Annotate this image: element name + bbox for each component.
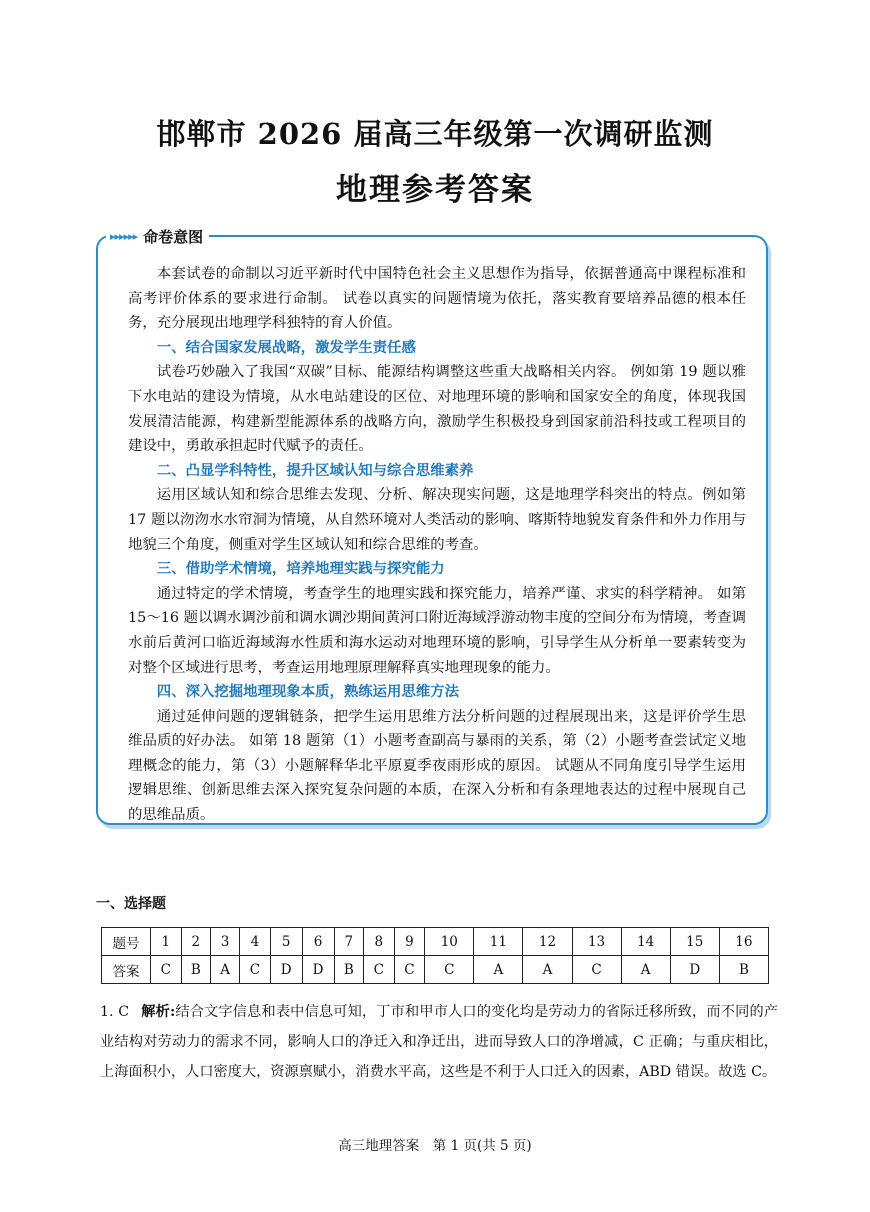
question-number: 16 xyxy=(719,928,768,956)
question-number: 3 xyxy=(211,928,240,956)
row-label-answer: 答案 xyxy=(102,956,151,984)
answer-cell: B xyxy=(181,956,210,984)
intent-paragraph-2: 运用区域认知和综合思维去发现、分析、解决现实问题，这是地理学科突出的特点。例如第 17 题以沕沕水水帘洞为情境，从自然环境对人类活动的影响、喀斯特地貌发育条件和外力作用与地貌三个角度，侧重对学生区域认知和综合思维的考查。 xyxy=(128,487,746,553)
answer-cell: C xyxy=(394,956,425,984)
question-number: 4 xyxy=(240,928,271,956)
question-number: 2 xyxy=(181,928,210,956)
question-number: 7 xyxy=(334,928,363,956)
section-heading: 一、选择题 xyxy=(96,896,166,912)
answer-cell: D xyxy=(670,956,719,984)
answer-cell: C xyxy=(572,956,621,984)
analysis-q1 xyxy=(100,997,778,1087)
answer-table xyxy=(101,927,769,984)
question-number: 12 xyxy=(523,928,572,956)
answer-cell: A xyxy=(523,956,572,984)
question-number: 14 xyxy=(621,928,670,956)
question-number: 10 xyxy=(425,928,474,956)
answer-cell: C xyxy=(240,956,271,984)
question-number: 11 xyxy=(474,928,523,956)
intent-paragraph-4: 通过延伸问题的逻辑链条，把学生运用思维方法分析问题的过程展现出来，这是评价学生思维品质的好办法。 如第 18 题第（1）小题考查副高与暴雨的关系，第（2）小题考查尝试定义地理概念的能力，第（3）小题解释华北平原夏季夜雨形成的原因。 试题从不同角度引导学生运用逻辑思维、创新思维去深入探究复杂问题的本质，在深入分析和有条理地表达的过程中展现自己的思维品质。 xyxy=(128,708,746,824)
intent-header xyxy=(106,226,209,247)
answer-cell: B xyxy=(719,956,768,984)
answer-cell: A xyxy=(474,956,523,984)
answer-cell: C xyxy=(425,956,474,984)
intent-heading-4: 四、深入挖掘地理现象本质，熟练运用思维方法 xyxy=(156,684,460,701)
intent-title: 命卷意图 xyxy=(143,228,204,246)
row-label-number: 题号 xyxy=(102,928,151,956)
question-number: 1 xyxy=(151,928,182,956)
document-subtitle: 地理参考答案 xyxy=(336,172,534,208)
document-title: 邯郸市 2026 届高三年级第一次调研监测 xyxy=(156,117,714,151)
analysis-q1-text: 结合文字信息和表中信息可知，丁市和甲市人口的变化均是劳动力的省际迁移所致，而不同的产业结构对劳动力的需求不同，影响人口的净迁入和净迁出，进而导致人口的净增减，C 正确；与重庆相比，上海面积小，人口密度大，资源禀赋小，消费水平高，这些是不利于人口迁入的因素，ABD 错误。故选 C。 xyxy=(100,1004,778,1080)
answer-cell: A xyxy=(211,956,240,984)
intent-paragraph-1: 试卷巧妙融入了我国“双碳”目标、能源结构调整这些重大战略相关内容。 例如第 19 题以雅下水电站的建设为情境，从水电站建设的区位、对地理环境的影响和国家安全的角度，体现我国发展清洁能源，构建新型能源体系的战略方向，激励学生积极投身到国家前沿科技或工程项目的建设中，勇敢承担起时代赋予的责任。 xyxy=(128,364,746,455)
intent-heading-2: 二、凸显学科特性，提升区域认知与综合思维素养 xyxy=(156,462,474,479)
answer-cell: C xyxy=(151,956,182,984)
question-number: 13 xyxy=(572,928,621,956)
answer-cell: A xyxy=(621,956,670,984)
answer-cell: D xyxy=(270,956,302,984)
answer-cell: D xyxy=(302,956,334,984)
arrows-icon: ▸▸▸▸▸▸ xyxy=(110,230,138,243)
intent-heading-1: 一、结合国家发展战略，激发学生责任感 xyxy=(156,339,416,356)
answer-cell: C xyxy=(364,956,395,984)
intent-heading-3: 三、借助学术情境，培养地理实践与探究能力 xyxy=(156,561,445,578)
page-footer: 高三地理答案 第 1 页(共 5 页) xyxy=(338,1138,532,1154)
question-number: 8 xyxy=(364,928,395,956)
question-number: 9 xyxy=(394,928,425,956)
table-row-answers xyxy=(102,956,769,984)
intent-body xyxy=(128,262,746,828)
analysis-keyword: 解析: xyxy=(141,1004,176,1020)
intent-paragraph-3: 通过特定的学术情境，考查学生的地理实践和探究能力，培养严谨、求实的科学精神。 如第 15～16 题以调水调沙前和调水调沙期间黄河口附近海域浮游动物丰度的空间分布为情境，考查调水前后黄河口临近海域海水性质和海水运动对地理环境的影响，引导学生从分析单一要素转变为对整个区域进行思考，考查运用地理原理解释真实地理现象的能力。 xyxy=(128,585,746,676)
analysis-q1-label: 1. C xyxy=(100,1004,130,1020)
answer-cell: B xyxy=(334,956,363,984)
question-number: 6 xyxy=(302,928,334,956)
question-number: 15 xyxy=(670,928,719,956)
question-number: 5 xyxy=(270,928,302,956)
table-row-numbers xyxy=(102,928,769,956)
intent-intro: 本套试卷的命制以习近平新时代中国特色社会主义思想作为指导，依据普通高中课程标准和高考评价体系的要求进行命制。 试卷以真实的问题情境为依托，落实教育要培养品德的根本任务，充分展现出地理学科独特的育人价值。 xyxy=(128,266,746,332)
